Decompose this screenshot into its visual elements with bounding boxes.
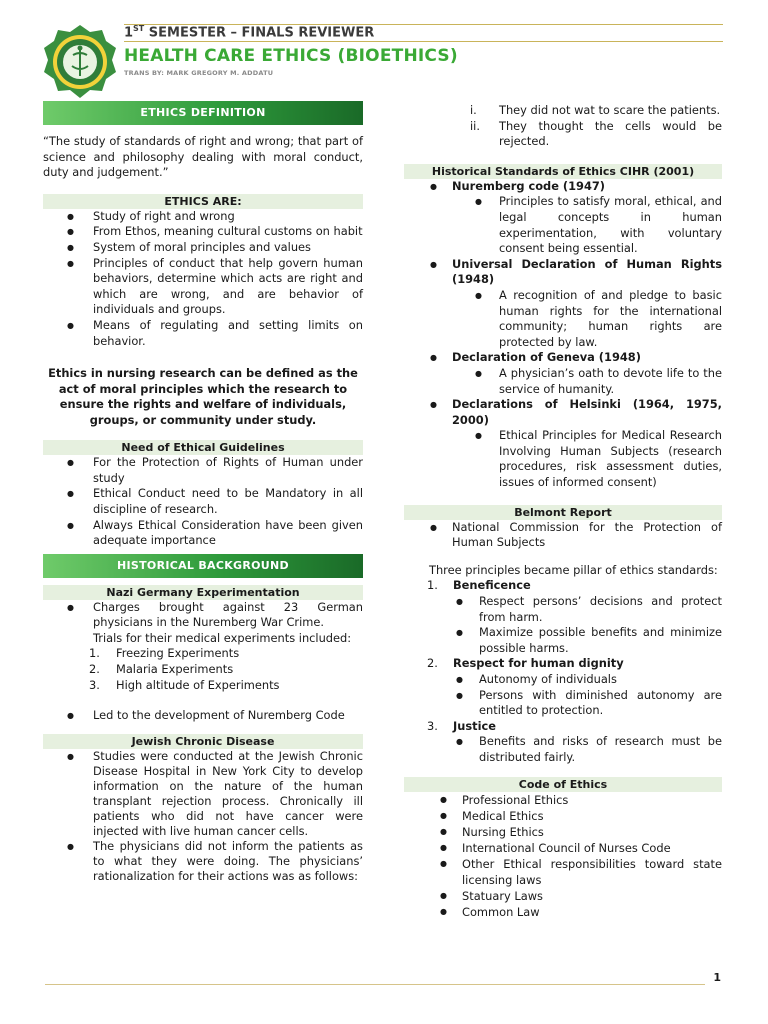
principle-item <box>404 578 722 656</box>
standard-title: ● Declaration of Geneva (1948) <box>452 350 641 365</box>
historical-standards-list <box>404 179 722 491</box>
item-number: ii. <box>470 118 480 133</box>
need-guidelines-list <box>43 455 363 549</box>
item-number: i. <box>470 103 477 117</box>
code-of-ethics-list <box>404 792 722 920</box>
principles-list <box>404 578 722 765</box>
list-item <box>43 646 363 662</box>
list-item: ● For the Protection of Rights of Human under study <box>43 455 363 486</box>
principle-detail: ● Maximize possible benefits and minimize possible harms. <box>404 625 722 656</box>
list-item: ● Means of regulating and setting limits on behavior. <box>43 318 363 349</box>
rationalization-list <box>404 103 722 150</box>
left-column <box>43 101 363 884</box>
page-title: HEALTH CARE ETHICS (BIOETHICS) <box>124 46 458 66</box>
footer-rule <box>45 984 705 985</box>
historical-standards-heading: Historical Standards of Ethics CIHR (2001) <box>404 164 722 179</box>
need-guidelines-heading: Need of Ethical Guidelines <box>43 440 363 455</box>
list-item: ● Led to the development of Nuremberg Code <box>43 708 363 724</box>
list-item: ● Common Law <box>404 904 722 920</box>
list-item: ● Medical Ethics <box>404 808 722 824</box>
principle-detail: ● Autonomy of individuals <box>404 672 722 688</box>
ethics-definition-banner: ETHICS DEFINITION <box>43 101 363 125</box>
belmont-heading: Belmont Report <box>404 505 722 520</box>
item-number: 3. <box>427 718 438 733</box>
standard-title: ● Declarations of Helsinki (1964, 1975, 2000) <box>452 397 722 427</box>
standard-item <box>404 397 722 491</box>
ethics-are-heading: ETHICS ARE: <box>43 194 363 209</box>
right-column <box>404 103 722 920</box>
item-number: 2. <box>427 656 438 671</box>
principle-item <box>404 719 722 766</box>
standard-item <box>404 257 722 351</box>
list-item: ● International Council of Nurses Code <box>404 840 722 856</box>
list-item <box>43 662 363 678</box>
jewish-disease-list <box>43 749 363 884</box>
nursing-research-statement: Ethics in nursing research can be defined as the act of moral principles which the research to ensure the rights and welfare of individuals, groups, or community under study. <box>48 366 358 427</box>
standard-detail: ● Principles to satisfy moral, ethical, and legal concepts in human experimentation, with voluntary consent being essential. <box>404 194 722 256</box>
standard-item <box>404 350 722 397</box>
list-item: ● The physicians did not inform the patients as to what they were doing. The physicians’ rationalization for their actions was as follows: <box>43 839 363 884</box>
code-of-ethics-heading: Code of Ethics <box>404 777 722 792</box>
list-item: ● Study of right and wrong <box>43 209 363 225</box>
principle-detail: ● Respect persons’ decisions and protect from harm. <box>404 594 722 625</box>
header-mid-rule <box>124 41 723 42</box>
list-item: ● Nursing Ethics <box>404 824 722 840</box>
list-item: ● Studies were conducted at the Jewish Chronic Disease Hospital in New York City to develop information on the nature of the human transplant rejection process. Chronically ill patients who did not have cancer were injected with live human cancer cells. <box>43 749 363 839</box>
item-text: Malaria Experiments <box>116 662 234 677</box>
item-number: 1. <box>89 646 100 661</box>
list-item: ● Other Ethical responsibilities toward state licensing laws <box>404 856 722 888</box>
historical-background-banner: HISTORICAL BACKGROUND <box>43 554 363 578</box>
nazi-trials-text: Trials for their medical experiments included: <box>93 630 352 645</box>
list-item: ● Charges brought against 23 German physicians in the Nuremberg War Crime. <box>43 600 363 631</box>
list-item <box>43 678 363 694</box>
list-item: ● National Commission for the Protection of Human Subjects <box>404 520 722 551</box>
page-number: 1 <box>713 971 721 984</box>
list-item: ● Always Ethical Consideration have been given adequate importance <box>43 518 363 549</box>
school-seal-logo <box>42 24 118 100</box>
list-item: ● Ethical Conduct need to be Mandatory in all discipline of research. <box>43 486 363 517</box>
item-text: Justice <box>453 718 496 733</box>
list-item: ● Professional Ethics <box>404 792 722 808</box>
item-number: 2. <box>89 662 100 677</box>
list-item: ● Principles of conduct that help govern human behaviors, determine which acts are right and which are wrong, and are behavior of individuals and groups. <box>43 256 363 318</box>
item-text: Respect for human dignity <box>453 656 624 671</box>
item-text: They did not wat to scare the patients. <box>499 103 721 117</box>
ethics-definition-text: “The study of standards of right and wrong; that part of science and philosophy dealing with moral conduct, duty and judgement.” <box>43 134 363 180</box>
nazi-experiments-list <box>43 646 363 693</box>
list-item <box>404 103 722 119</box>
jewish-heading: Jewish Chronic Disease <box>43 734 363 749</box>
standard-title: ● Nuremberg code (1947) <box>452 178 606 193</box>
nazi-heading: Nazi Germany Experimentation <box>43 585 363 600</box>
list-item: ● Statuary Laws <box>404 888 722 904</box>
trans-credit: TRANS BY: MARK GREGORY M. ADDATU <box>124 69 274 77</box>
ethics-are-list <box>43 209 363 349</box>
semester-label: 1ST SEMESTER – FINALS REVIEWER <box>124 24 375 41</box>
standard-title: ● Universal Declaration of Human Rights (1948) <box>452 256 722 287</box>
principle-item <box>404 656 722 718</box>
item-text: Freezing Experiments <box>116 646 240 661</box>
item-text: They thought the cells would be rejected. <box>499 118 722 149</box>
item-number: 1. <box>427 578 438 593</box>
item-number: 3. <box>89 677 100 692</box>
principle-detail: ● Persons with diminished autonomy are entitled to protection. <box>404 688 722 719</box>
standard-detail: ● A recognition of and pledge to basic human rights for the international community; human rights are protected by law. <box>404 288 722 350</box>
item-text: High altitude of Experiments <box>116 677 280 692</box>
standard-detail: ● Ethical Principles for Medical Research Involving Human Subjects (research procedures, risk assessment duties, issues of informed consent) <box>404 428 722 490</box>
list-item <box>404 119 722 150</box>
list-item: ● System of moral principles and values <box>43 240 363 256</box>
three-principles-text: Three principles became pillar of ethics standards: <box>429 562 718 577</box>
standard-item <box>404 179 722 257</box>
principle-detail: ● Benefits and risks of research must be distributed fairly. <box>404 734 722 765</box>
item-text: Beneficence <box>453 578 531 593</box>
list-item: ● From Ethos, meaning cultural customs on habit <box>43 224 363 240</box>
standard-detail: ● A physician’s oath to devote life to the service of humanity. <box>404 366 722 397</box>
